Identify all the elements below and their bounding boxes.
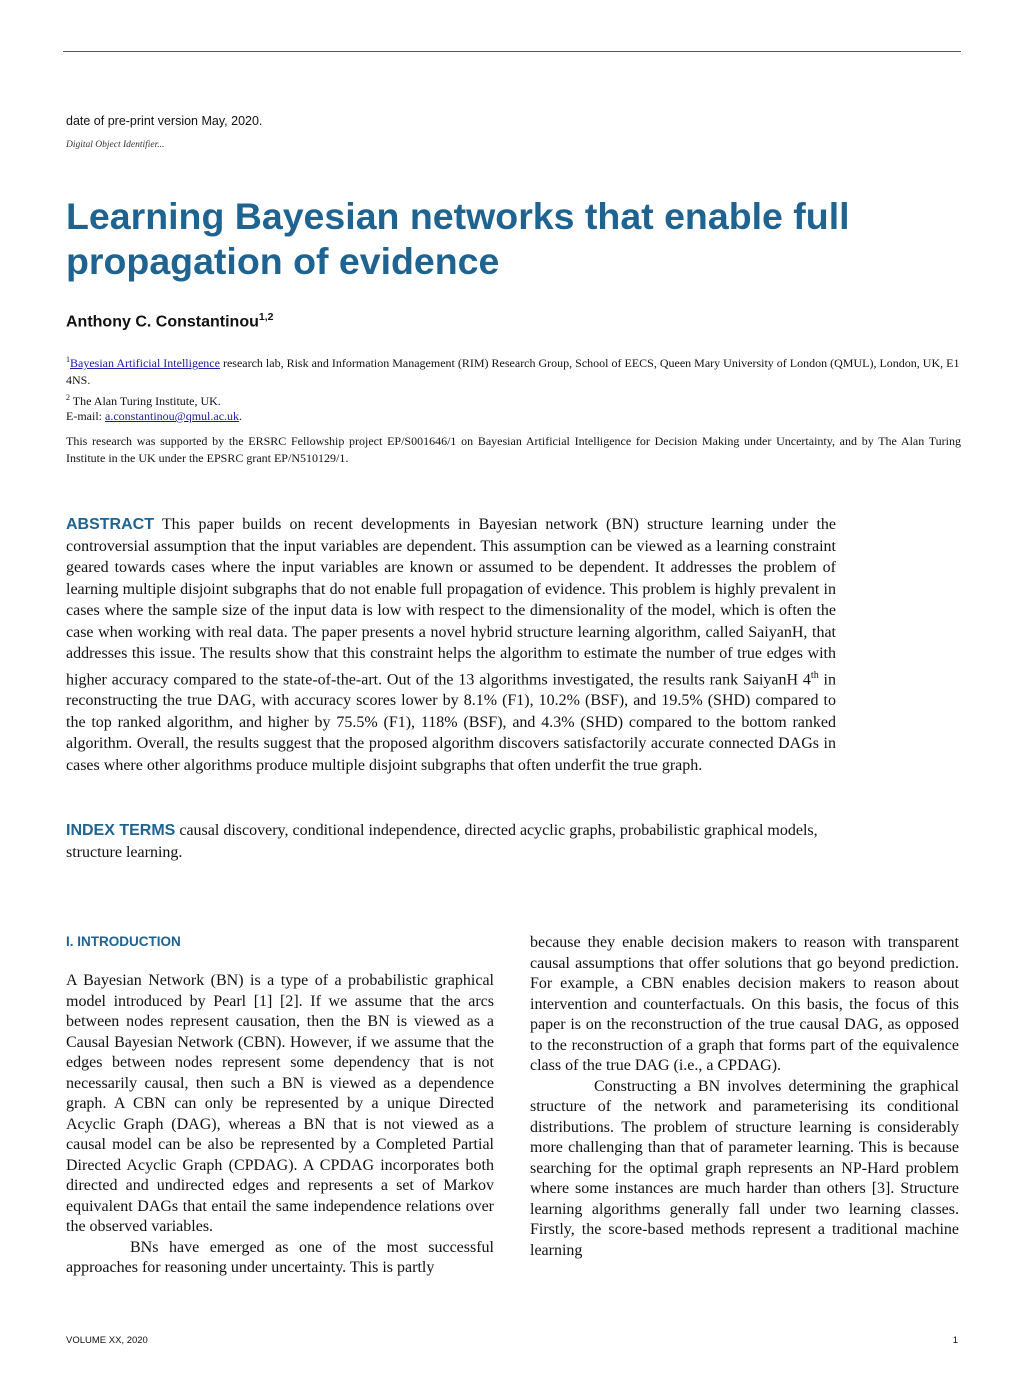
doi-line: Digital Object Identifier... — [66, 140, 165, 150]
funding-note: This research was supported by the ERSRC Fellowship project EP/S001646/1 on Bayesian Artificial Intelligence for Decision Making under Uncertainty, and by The Alan Turing Institute in the UK under the EPSRC grant EP/N510129/1. — [66, 434, 961, 465]
email-suffix: . — [239, 409, 243, 423]
header-rule — [63, 51, 961, 52]
author — [66, 311, 273, 331]
email-label: E-mail: — [66, 409, 105, 423]
abstract-heading: ABSTRACT — [66, 516, 154, 533]
right-column — [530, 933, 959, 1261]
author-affil-sup: 1,2 — [258, 311, 274, 323]
index-terms — [66, 820, 836, 863]
index-terms-text: causal discovery, conditional independence, directed acyclic graphs, probabilistic graphical models, structure learning. — [66, 822, 818, 861]
author-name: Anthony C. Constantinou — [66, 313, 259, 331]
footer-volume: VOLUME XX, 2020 — [66, 1335, 148, 1346]
affil-2-text: The Alan Turing Institute, UK. — [70, 394, 221, 408]
abstract-text-b: in reconstructing the true DAG, with accuracy scores lower by 8.1% (F1), 10.2% (BSF), and 19.5% (SHD) compared to the top ranked algorithm, and higher by 75.5% (F1), 118% (BSF), and 4.3% (SHD) compared to the bottom ranked algorithm. Overall, the results suggest that the proposed algorithm discovers satisfactorily accurate connected DAGs in cases where other algorithms produce multiple disjoint subgraphs that often underfit the true graph. — [66, 670, 836, 774]
abstract-text-a: This paper builds on recent developments in Bayesian network (BN) structure learning under the controversial assumption that the input variables are dependent. This assumption can be viewed as a learning constraint geared towards cases where the input variables are known or assumed to be dependent. It addresses the problem of learning multiple disjoint subgraphs that do not enable full propagation of evidence. This problem is highly prevalent in cases where the sample size of the input data is low with respect to the dimensionality of the model, which is often the case when working with real data. The paper presents a novel hybrid structure learning algorithm, called SaiyanH, that addresses this issue. The results show that this constraint helps the algorithm to estimate the number of true edges with higher accuracy compared to the state-of-the-art. Out of the 13 algorithms investigated, the results rank SaiyanH 4 — [66, 516, 836, 688]
affil-1-sup: 1 — [66, 355, 70, 364]
index-terms-heading: INDEX TERMS — [66, 822, 176, 839]
preprint-date: date of pre-print version May, 2020. — [66, 114, 263, 128]
paper-title: Learning Bayesian networks that enable full propagation of evidence — [66, 195, 850, 282]
affil-2-sup: 2 — [66, 393, 70, 402]
email-line — [66, 409, 242, 424]
intro-left-paragraph-1: A Bayesian Network (BN) is a type of a probabilistic graphical model introduced by Pearl [1] [2]. If we assume that the arcs between nodes represent causation, then the BN is viewed as a Causal Bayesian Network (CBN). However, if we assume that the edges between nodes represent some dependency that is not necessarily causal, then such a BN is viewed as a dependence graph. A CBN can only be represented by a unique Directed Acyclic Graph (DAG), whereas a BN that is not viewed as a causal model can be also be represented by a Completed Partial Directed Acyclic Graph (CPDAG). A CPDAG incorporates both directed and undirected edges and represents a set of Markov equivalent DAGs that entail the same independence relations over the observed variables. — [66, 972, 494, 1235]
left-column — [66, 971, 494, 1279]
intro-left-paragraph-2: BNs have emerged as one of the most successful approaches for reasoning under uncertainty. This is partly — [66, 1238, 494, 1276]
affil-1-text: research lab, Risk and Information Management (RIM) Research Group, School of EECS, Queen Mary University of London (QMUL), London, UK, E1 4NS. — [66, 356, 960, 387]
intro-right-paragraph-1: because they enable decision makers to reason with transparent causal assumptions that offer solutions that go beyond prediction. For example, a CBN enables decision makers to reason about intervention and counterfactuals. On this basis, the focus of this paper is on the reconstruction of the true causal DAG, as opposed to the reconstruction of a graph that forms part of the equivalence class of the true DAG (i.e., a CPDAG). — [530, 934, 959, 1074]
bai-lab-link[interactable]: Bayesian Artificial Intelligence — [70, 356, 220, 370]
email-link[interactable]: a.constantinou@qmul.ac.uk — [105, 409, 240, 423]
page-number: 1 — [952, 1335, 958, 1346]
affiliations — [66, 351, 961, 410]
abstract — [66, 514, 836, 776]
intro-heading: I. INTRODUCTION — [66, 934, 181, 949]
abstract-sup: th — [810, 669, 819, 681]
intro-right-paragraph-2: Constructing a BN involves determining the graphical structure of the network and parameterising its conditional distributions. The problem of structure learning is considerably more challenging than that of parameter learning. This is because searching for the optimal graph represents an NP-Hard problem where some instances are much harder than others [3]. Structure learning algorithms generally fall under two learning classes. Firstly, the score-based methods represent a traditional machine learning — [530, 1077, 959, 1259]
